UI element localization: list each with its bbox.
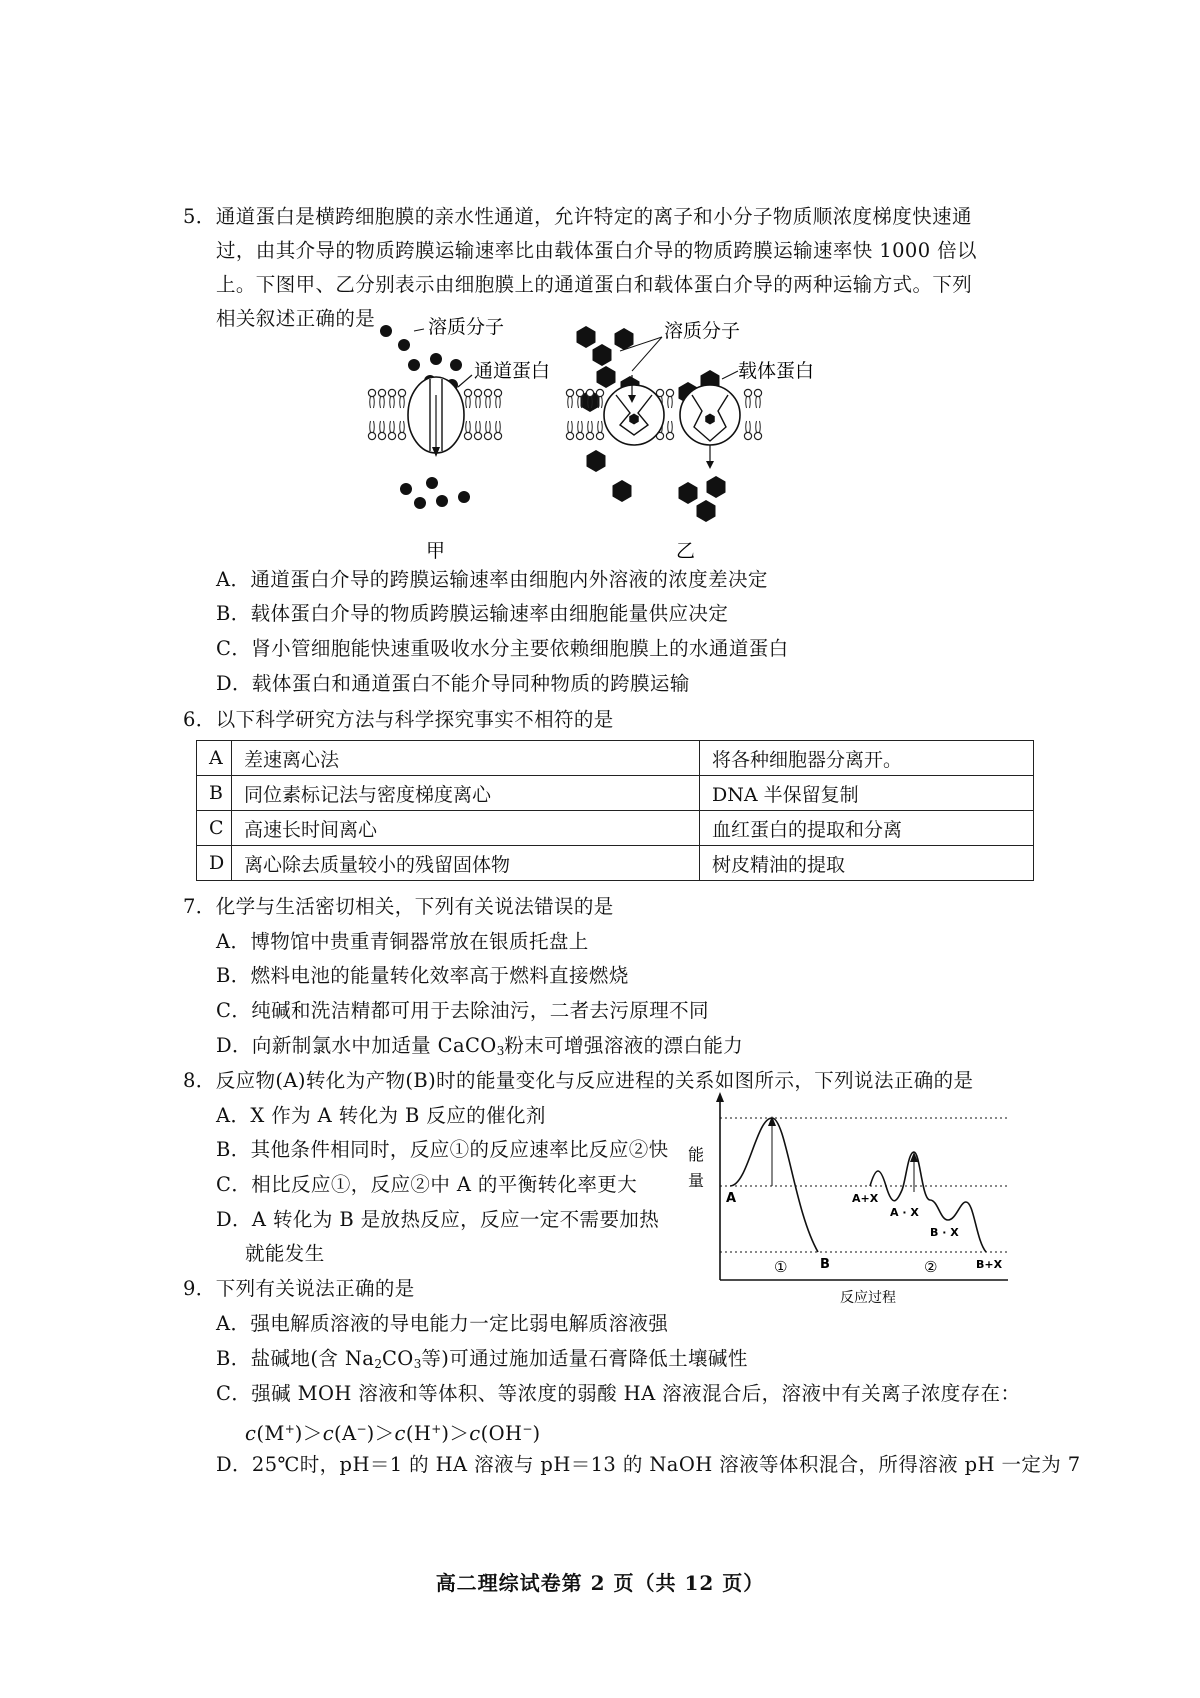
q8-stem: 8．反应物(A)转化为产物(B)时的能量变化与反应进程的关系如图所示，下列说法正确的是 bbox=[183, 1069, 974, 1092]
solute-dot bbox=[400, 483, 412, 495]
carrier-panel bbox=[566, 320, 814, 562]
reaction-2-mark: ② bbox=[924, 1258, 938, 1276]
q8-option-d-cont: 就能发生 bbox=[245, 1242, 325, 1265]
solute-dot bbox=[398, 339, 410, 351]
x-axis-label: 反应过程 bbox=[840, 1290, 896, 1306]
table-cell: C bbox=[197, 811, 232, 846]
right-solute-label: 溶质分子 bbox=[664, 320, 741, 342]
q7-stem: 7．化学与生活密切相关，下列有关说法错误的是 bbox=[183, 895, 614, 918]
q9-stem: 9．下列有关说法正确的是 bbox=[183, 1277, 415, 1300]
table-cell: B bbox=[197, 776, 232, 811]
solute-dot bbox=[426, 477, 438, 489]
q5-option-a: A．通道蛋白介导的跨膜运输速率由细胞内外溶液的浓度差决定 bbox=[216, 568, 768, 591]
table-cell: 同位素标记法与密度梯度离心 bbox=[232, 776, 700, 811]
q7-option-c: C．纯碱和洗洁精都可用于去除油污，二者去污原理不同 bbox=[216, 999, 709, 1022]
right-caption: 乙 bbox=[676, 540, 696, 562]
label-b-dot-x: B · X bbox=[930, 1226, 959, 1239]
solute-dot bbox=[408, 359, 420, 371]
table-row bbox=[197, 776, 1034, 811]
membrane-transport-figure bbox=[380, 316, 900, 562]
table-cell: D bbox=[197, 846, 232, 881]
q7-option-d: D．向新制氯水中加适量 CaCO$_3$粉末可增强溶液的漂白能力 bbox=[216, 1034, 744, 1058]
q8-option-d: D．A 转化为 B 是放热反应，反应一定不需要加热 bbox=[216, 1208, 660, 1231]
q8-option-b: B．其他条件相同时，反应①的反应速率比反应②快 bbox=[216, 1138, 669, 1161]
table-cell: 血红蛋白的提取和分离 bbox=[700, 811, 1034, 846]
table-cell: 离心除去质量较小的残留固体物 bbox=[232, 846, 700, 881]
q6-table bbox=[196, 740, 1034, 881]
right-carrier-label: 载体蛋白 bbox=[738, 360, 815, 382]
q9-option-c: C．强碱 MOH 溶液和等体积、等浓度的弱酸 HA 溶液混合后，溶液中有关离子浓度存在： bbox=[216, 1382, 1021, 1405]
q5-stem-line-4: 相关叙述正确的是 bbox=[216, 307, 376, 330]
table-cell: 将各种细胞器分离开。 bbox=[700, 741, 1034, 776]
q5-stem-line-3: 上。下图甲、乙分别表示由细胞膜上的通道蛋白和载体蛋白介导的两种运输方式。下列 bbox=[216, 273, 973, 296]
table-cell: 高速长时间离心 bbox=[232, 811, 700, 846]
q9-option-c-inequality: c(M+)＞c(A−)＞c(H+)＞c(OH−) bbox=[245, 1422, 541, 1445]
left-solute-label: 溶质分子 bbox=[428, 316, 505, 338]
solute-dot bbox=[458, 491, 470, 503]
q8-option-c: C．相比反应①，反应②中 A 的平衡转化率更大 bbox=[216, 1173, 638, 1196]
table-cell: 差速离心法 bbox=[232, 741, 700, 776]
page-footer: 高二理综试卷第 2 页（共 12 页） bbox=[435, 1571, 765, 1595]
q5-option-b: B．载体蛋白介导的物质跨膜运输速率由细胞能量供应决定 bbox=[216, 602, 729, 625]
label-a-dot-x: A · X bbox=[890, 1206, 919, 1219]
label-b: B bbox=[820, 1257, 830, 1272]
left-caption: 甲 bbox=[426, 540, 446, 562]
q8-option-a: A．X 作为 A 转化为 B 反应的催化剂 bbox=[216, 1104, 546, 1127]
table-cell: A bbox=[197, 741, 232, 776]
q5-stem-line-2: 过，由其介导的物质跨膜运输速率比由载体蛋白介导的物质跨膜运输速率快 1000 倍以 bbox=[216, 239, 977, 262]
q5-option-c: C．肾小管细胞能快速重吸收水分主要依赖细胞膜上的水通道蛋白 bbox=[216, 637, 789, 660]
solute-dot bbox=[414, 497, 426, 509]
reaction-1-curve bbox=[730, 1118, 818, 1252]
q9-option-d: D．25℃时，pH＝1 的 HA 溶液与 pH＝13 的 NaOH 溶液等体积混合，所得溶液 pH 一定为 7 bbox=[216, 1453, 1081, 1476]
solute-dot bbox=[430, 353, 442, 365]
table-row bbox=[197, 846, 1034, 881]
reaction-2-curve bbox=[870, 1152, 986, 1252]
q5-option-d: D．载体蛋白和通道蛋白不能介导同种物质的跨膜运输 bbox=[216, 672, 690, 695]
energy-axis-label-1: 能 bbox=[688, 1145, 705, 1164]
table-cell: 树皮精油的提取 bbox=[700, 846, 1034, 881]
energy-axis-label-2: 量 bbox=[688, 1171, 705, 1190]
solute-dot bbox=[436, 495, 448, 507]
table-cell: DNA 半保留复制 bbox=[700, 776, 1034, 811]
solute-dot bbox=[380, 325, 392, 337]
label-b-plus-x: B+X bbox=[976, 1258, 1003, 1271]
q9-option-b: B．盐碱地(含 $Na_2CO_3$等)可通过施加适量石膏降低土壤碱性 bbox=[216, 1347, 748, 1371]
energy-profile-graph bbox=[690, 1090, 1020, 1305]
channel-panel bbox=[368, 316, 550, 562]
solute-dot bbox=[450, 359, 462, 371]
label-a-plus-x: A+X bbox=[852, 1192, 879, 1205]
table-row bbox=[197, 741, 1034, 776]
q7-option-a: A．博物馆中贵重青铜器常放在银质托盘上 bbox=[216, 930, 589, 953]
reaction-1-mark: ① bbox=[774, 1258, 788, 1276]
q7-option-b: B．燃料电池的能量转化效率高于燃料直接燃烧 bbox=[216, 964, 629, 987]
left-channel-label: 通道蛋白 bbox=[474, 360, 551, 382]
label-a: A bbox=[726, 1191, 737, 1206]
q5-stem-line-1: 5．通道蛋白是横跨细胞膜的亲水性通道，允许特定的离子和小分子物质顺浓度梯度快速通 bbox=[183, 205, 972, 228]
q9-option-a: A．强电解质溶液的导电能力一定比弱电解质溶液强 bbox=[216, 1312, 669, 1335]
table-row bbox=[197, 811, 1034, 846]
q6-stem: 6．以下科学研究方法与科学探究事实不相符的是 bbox=[183, 708, 614, 731]
